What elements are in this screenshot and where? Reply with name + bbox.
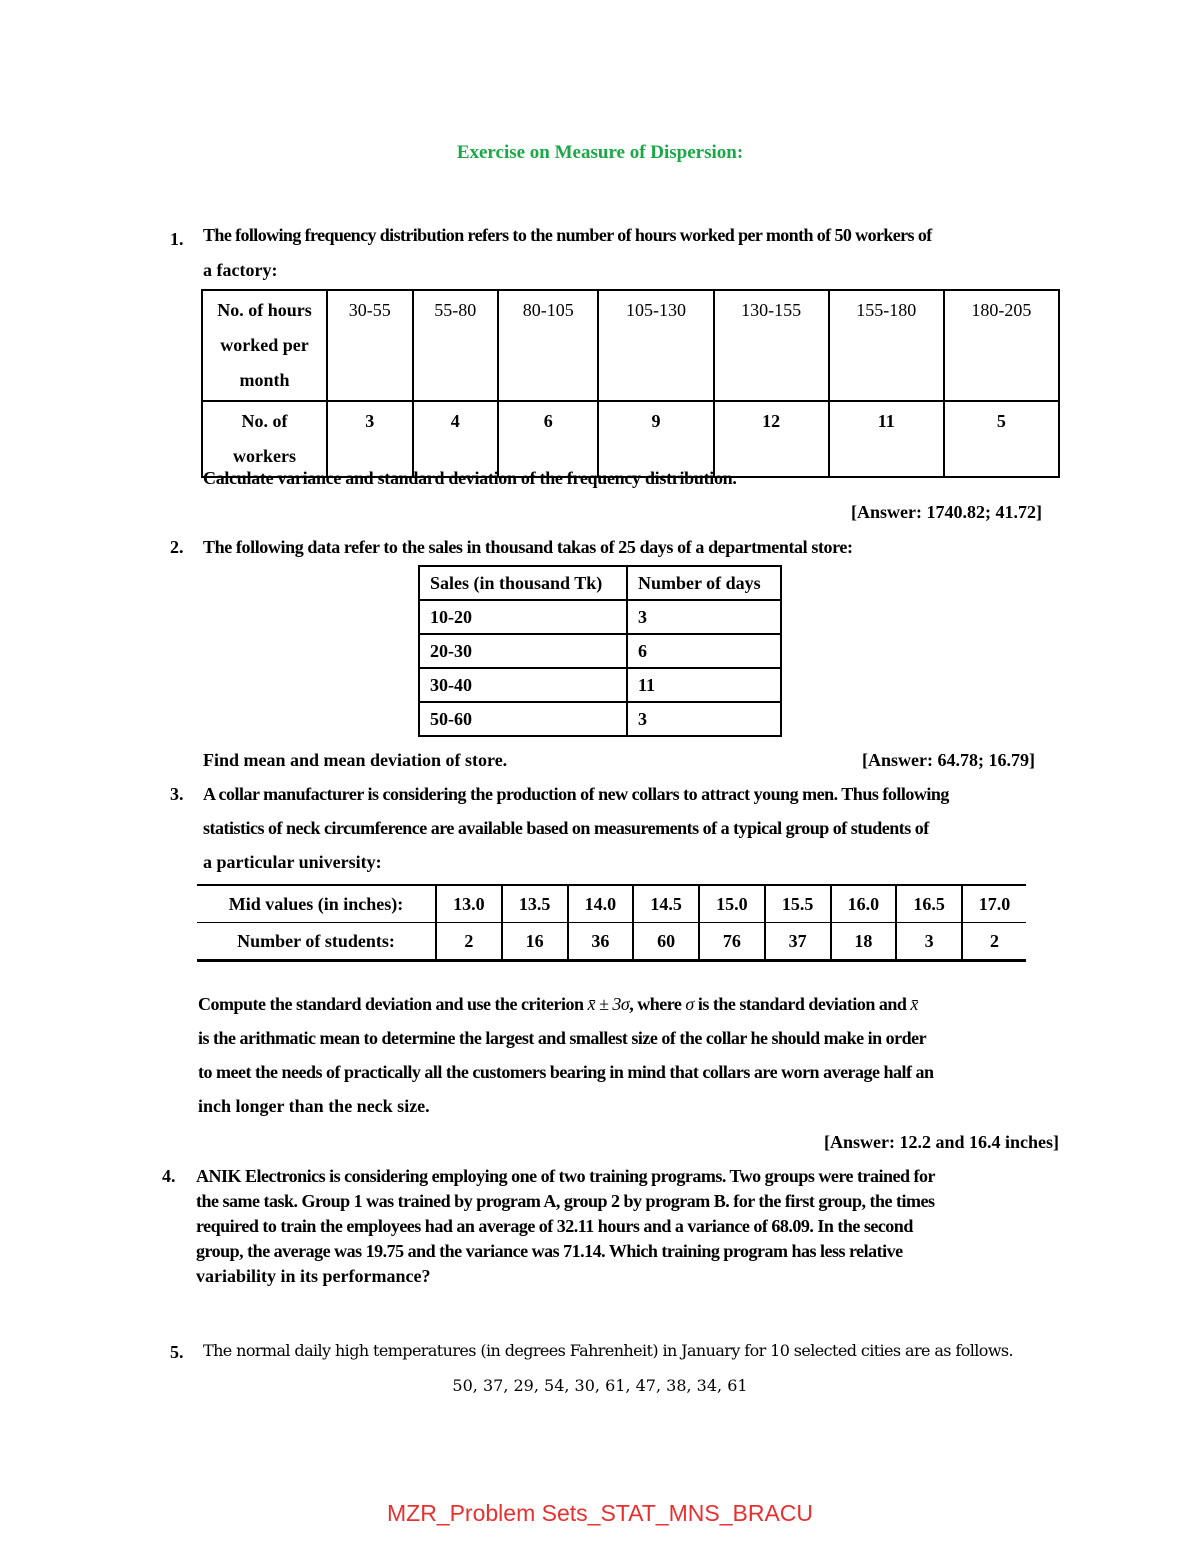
q4-text (196, 1164, 1076, 1289)
q3-mid-cell: 16.5 (896, 885, 962, 923)
q2-sales-cell: 10-20 (419, 600, 627, 634)
q1-answer: [Answer: 1740.82; 41.72] (851, 502, 1042, 522)
q4-line3: required to train the employees had an average of 32.11 hours and a variance of 68.09. In the second (196, 1216, 913, 1236)
q3-mid-cell: 17.0 (962, 885, 1026, 923)
q2-number: 2. (170, 537, 184, 557)
q3-answer: [Answer: 12.2 and 16.4 inches] (823, 1132, 1059, 1152)
q4-line1: ANIK Electronics is considering employing one of two training programs. Two groups were trained for (196, 1166, 935, 1186)
q5-number: 5. (170, 1342, 184, 1362)
q1-workers-cell: 3 (327, 401, 413, 477)
page-title: Exercise on Measure of Dispersion: (456, 142, 744, 163)
q3-collar-table (197, 884, 1026, 962)
q1-hours-cell: 80-105 (498, 290, 598, 401)
q1-row2-header-l1: No. of (241, 411, 288, 431)
q2-sales-table (418, 565, 782, 737)
q1-hours-cell: 155-180 (829, 290, 944, 401)
q3-mid-cell: 13.5 (502, 885, 568, 923)
q2-header-sales: Sales (in thousand Tk) (419, 566, 627, 600)
q3-mid-cell: 13.0 (436, 885, 502, 923)
q3-sigma: σ (685, 994, 694, 1014)
q3-compute-text (198, 987, 1068, 1123)
q3-num-label: Number of students: (197, 923, 436, 961)
q2-answer: [Answer: 64.78; 16.79] (862, 750, 1035, 770)
q1-workers-cell: 6 (498, 401, 598, 477)
q3-xbar: x̄ (910, 994, 918, 1014)
q3-c1a: Compute the standard deviation and use the criterion (198, 994, 588, 1014)
q3-students-cell: 76 (699, 923, 765, 961)
q2-text: The following data refer to the sales in thousand takas of 25 days of a departmental store: (203, 537, 853, 557)
footer-watermark: MZR_Problem Sets_STAT_MNS_BRACU (386, 1500, 814, 1526)
q3-students-cell: 3 (896, 923, 962, 961)
q1-instruction: Calculate variance and standard deviation of the frequency distribution. (203, 468, 737, 488)
q2-sales-cell: 30-40 (419, 668, 627, 702)
q3-mid-cell: 14.5 (633, 885, 699, 923)
q3-compute-line4: inch longer than the neck size. (198, 1096, 430, 1116)
q1-hours-cell: 30-55 (327, 290, 413, 401)
q2-sales-cell: 20-30 (419, 634, 627, 668)
q3-compute-line2: is the arithmatic mean to determine the largest and smallest size of the collar he should make in order (198, 1028, 927, 1048)
q3-criterion-math: x̄ ± 3σ (587, 994, 630, 1014)
q2-days-cell: 3 (627, 702, 781, 736)
q3-text (203, 777, 1073, 879)
q1-hours-cell: 130-155 (714, 290, 829, 401)
q1-workers-cell: 9 (598, 401, 713, 477)
q1-row1-header-l1: No. of hours (217, 300, 312, 320)
q1-workers-cell: 4 (413, 401, 499, 477)
q3-students-cell: 60 (633, 923, 699, 961)
q3-compute-line3: to meet the needs of practically all the customers bearing in mind that collars are worn average half an (198, 1062, 934, 1082)
q3-c1b: , where (629, 994, 686, 1014)
q3-students-cell: 18 (831, 923, 897, 961)
q2-days-cell: 6 (627, 634, 781, 668)
q1-hours-cell: 180-205 (944, 290, 1059, 401)
q3-students-cell: 37 (765, 923, 831, 961)
q1-frequency-table (201, 289, 1060, 478)
q1-line1: The following frequency distribution refers to the number of hours worked per month of 50 workers of (203, 225, 932, 245)
q1-hours-cell: 105-130 (598, 290, 713, 401)
q2-days-cell: 11 (627, 668, 781, 702)
q5-text: The normal daily high temperatures (in degrees Fahrenheit) in January for 10 selected cities are as follows. (203, 1341, 1014, 1360)
q4-number: 4. (162, 1166, 176, 1186)
q2-instruction: Find mean and mean deviation of store. (203, 750, 508, 770)
q2-sales-cell: 50-60 (419, 702, 627, 736)
q1-workers-cell: 12 (714, 401, 829, 477)
q2-header-days: Number of days (627, 566, 781, 600)
q3-line2: statistics of neck circumference are available based on measurements of a typical group of students of (203, 818, 929, 838)
q3-mid-label: Mid values (in inches): (197, 885, 436, 923)
q3-students-cell: 36 (568, 923, 634, 961)
q4-line2: the same task. Group 1 was trained by program A, group 2 by program B. for the first group, the times (196, 1191, 935, 1211)
q3-mid-cell: 14.0 (568, 885, 634, 923)
q3-mid-cell: 15.0 (699, 885, 765, 923)
q1-number: 1. (170, 229, 184, 249)
q3-students-cell: 16 (502, 923, 568, 961)
q1-row1-header-l3: month (239, 370, 290, 390)
q3-line3: a particular university: (203, 852, 382, 872)
q3-students-cell: 2 (962, 923, 1026, 961)
q4-line4: group, the average was 19.75 and the variance was 71.14. Which training program has less relative (196, 1241, 903, 1261)
q3-c1c: is the standard deviation and (693, 994, 911, 1014)
q5-values: 50, 37, 29, 54, 30, 61, 47, 38, 34, 61 (452, 1376, 748, 1395)
q4-line5: variability in its performance? (196, 1266, 431, 1286)
q1-line2: a factory: (203, 260, 278, 280)
q3-line1: A collar manufacturer is considering the production of new collars to attract young men. Thus following (203, 784, 949, 804)
q2-days-cell: 3 (627, 600, 781, 634)
q3-students-cell: 2 (436, 923, 502, 961)
q3-number: 3. (170, 784, 184, 804)
q3-compute-line1 (198, 987, 1068, 1021)
q1-workers-cell: 11 (829, 401, 944, 477)
q1-text (203, 218, 1073, 287)
q3-mid-cell: 15.5 (765, 885, 831, 923)
q3-mid-cell: 16.0 (831, 885, 897, 923)
q1-hours-cell: 55-80 (413, 290, 499, 401)
q1-row2-header-l2: workers (233, 446, 296, 466)
q1-row1-header (202, 290, 327, 401)
q1-row1-header-l2: worked per (220, 335, 309, 355)
q1-workers-cell: 5 (944, 401, 1059, 477)
